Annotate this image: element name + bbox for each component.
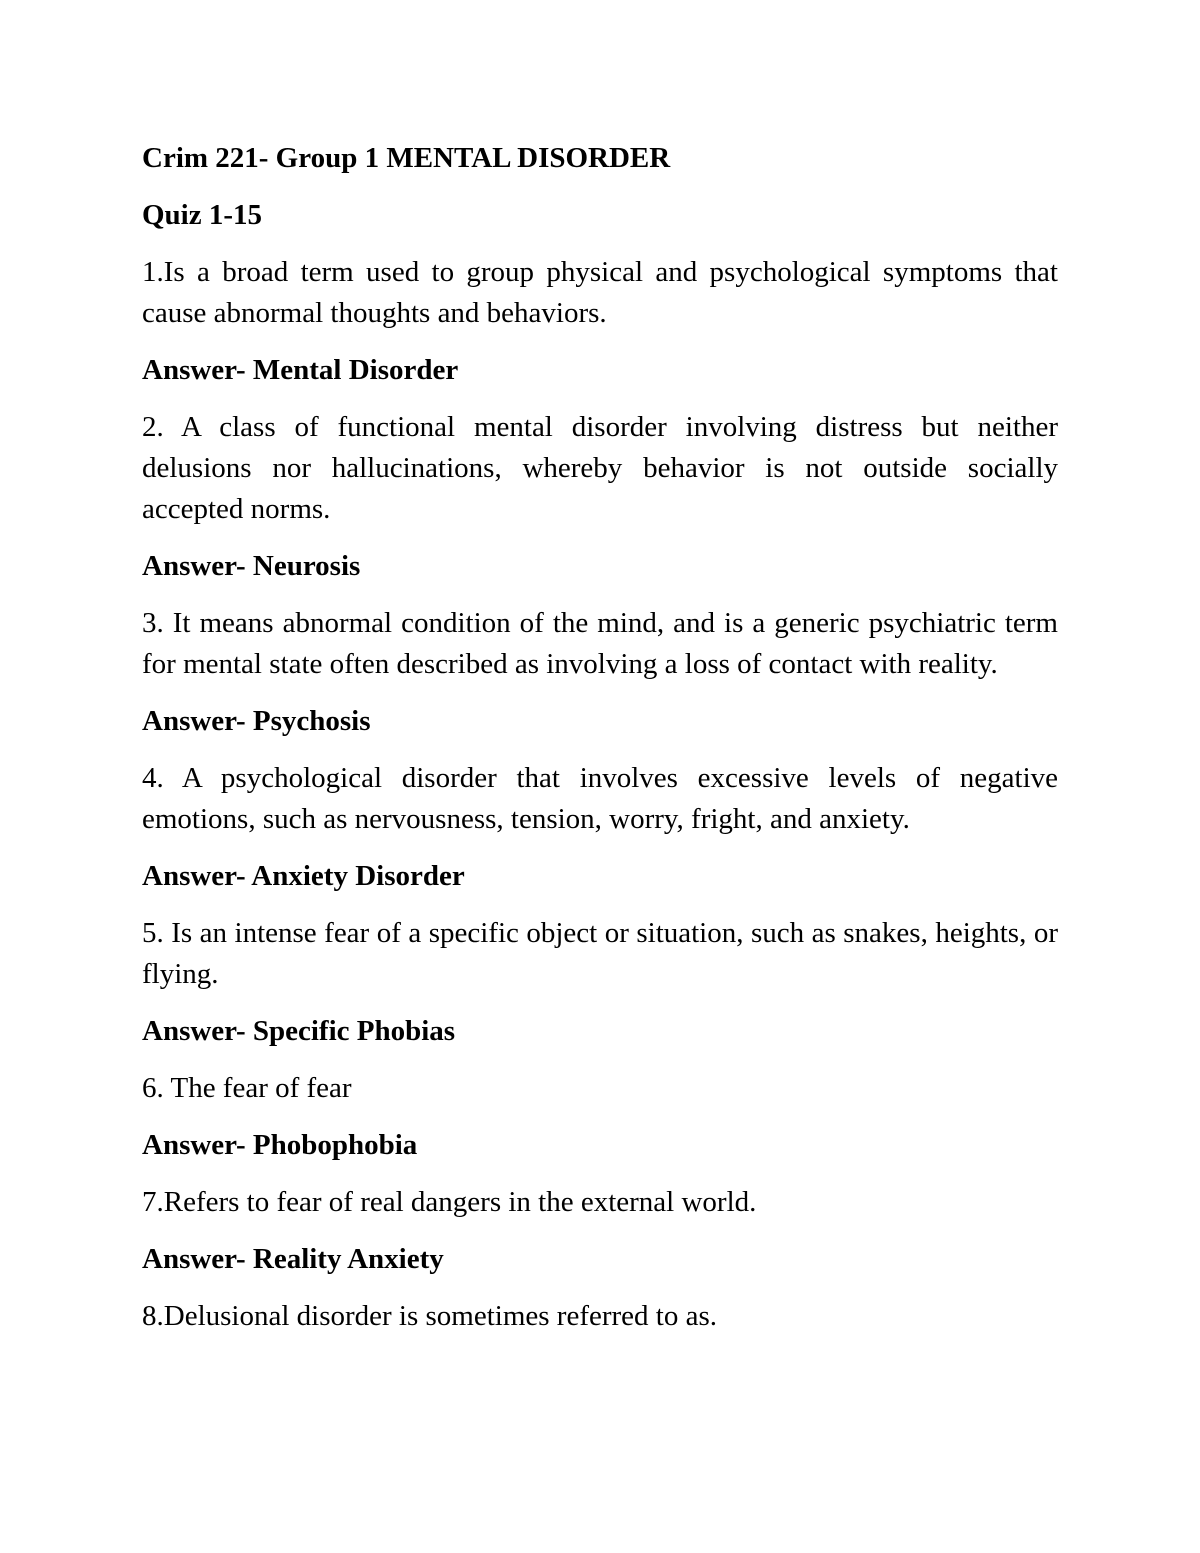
answer-label: Answer- — [142, 860, 252, 892]
document-page — [142, 138, 1058, 1353]
question-7: 7.Refers to fear of real dangers in the external world. — [142, 1186, 757, 1218]
answer-label: Answer- — [142, 550, 253, 582]
question-1: 1.Is a broad term used to group physical and psychological symptoms that cause abnormal thoughts and behaviors. — [142, 256, 1058, 329]
question-4: 4. A psychological disorder that involves excessive levels of negative emotions, such as nervousness, tension, worry, fright, and anxiety. — [142, 762, 1058, 835]
answer-4 — [142, 856, 1058, 897]
question-6: 6. The fear of fear — [142, 1072, 352, 1104]
answer-value: Mental Disorder — [252, 354, 459, 386]
answer-2 — [142, 546, 1058, 587]
question-3: 3. It means abnormal condition of the mind, and is a generic psychiatric term for mental state often described as involving a loss of contact with reality. — [142, 607, 1058, 680]
answer-6 — [142, 1125, 1058, 1166]
question-5: 5. Is an intense fear of a specific object or situation, such as snakes, heights, or flying. — [142, 917, 1058, 990]
quiz-subtitle: Quiz 1-15 — [142, 199, 263, 231]
question-8: 8.Delusional disorder is sometimes referred to as. — [142, 1300, 718, 1332]
answer-value: Neurosis — [252, 550, 361, 582]
answer-value: Psychosis — [252, 705, 371, 737]
answer-value: Anxiety Disorder — [251, 860, 465, 892]
answer-value: Reality Anxiety — [252, 1243, 444, 1275]
answer-value: Phobophobia — [252, 1129, 418, 1161]
answer-label: Answer- — [142, 1129, 253, 1161]
answer-5 — [142, 1011, 1058, 1052]
answer-label: Answer- — [142, 1015, 253, 1047]
question-2: 2. A class of functional mental disorder involving distress but neither delusions nor hallucinations, whereby behavior is not outside socially accepted norms. — [142, 411, 1058, 525]
answer-value: Specific Phobias — [252, 1015, 456, 1047]
answer-1 — [142, 350, 1058, 391]
answer-3 — [142, 701, 1058, 742]
document-title: Crim 221- Group 1 MENTAL DISORDER — [142, 142, 671, 174]
answer-label: Answer- — [142, 354, 253, 386]
answer-label: Answer- — [142, 705, 253, 737]
answer-label: Answer- — [142, 1243, 253, 1275]
answer-7 — [142, 1239, 1058, 1280]
